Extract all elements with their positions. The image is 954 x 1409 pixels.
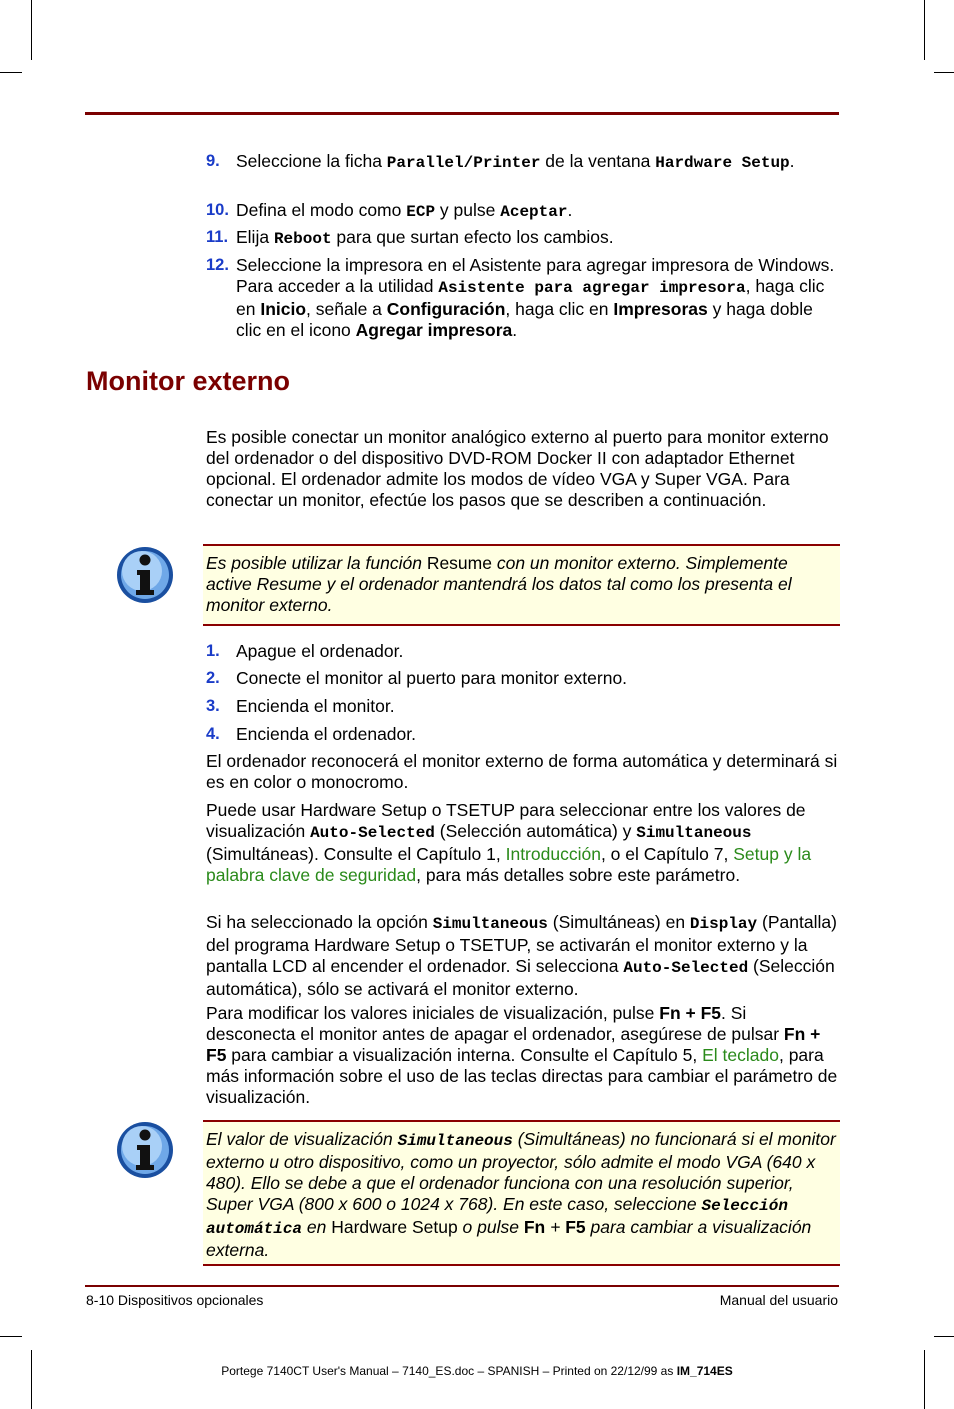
crop-mark	[31, 1350, 32, 1409]
cross-reference-link[interactable]: Introducción	[505, 844, 601, 864]
mono-term: Selección automática	[206, 1197, 788, 1238]
step-number: 12.	[206, 256, 229, 274]
step-number: 1.	[206, 642, 220, 660]
step-4	[206, 724, 838, 745]
footer-right: Manual del usuario	[719, 1292, 838, 1308]
step-2	[206, 668, 838, 689]
paragraph: El ordenador reconocerá el monitor externo de forma automática y determinará si es en color o monocromo.	[206, 751, 838, 792]
section-title: Monitor externo	[86, 366, 291, 396]
upright-term: Hardware Setup	[331, 1217, 458, 1237]
crop-mark	[0, 1336, 22, 1337]
mono-term: Reboot	[273, 230, 332, 248]
step-number: 10.	[206, 201, 229, 219]
step-number: 4.	[206, 725, 220, 743]
crop-mark	[0, 72, 22, 73]
step-text: Encienda el monitor.	[236, 696, 395, 716]
bold-term: Fn + F5	[206, 1024, 821, 1065]
step-text: Conecte el monitor al puerto para monitor externo.	[236, 668, 628, 688]
step-3	[206, 696, 838, 717]
paragraph: Puede usar Hardware Setup o TSETUP para seleccionar entre los valores de visualización Auto-Selected (Selección automática) y Simultaneous (Simultáneas). Consulte el Capítulo 1, Introducción, o el Capítulo 7, Setup y la palabra clave de seguridad, para más detalles sobre este parámetro.	[206, 800, 812, 885]
print-line-id: IM_714ES	[676, 1364, 733, 1378]
crop-mark	[31, 0, 32, 60]
cross-reference-link[interactable]: El teclado	[702, 1045, 779, 1065]
step-number: 9.	[206, 152, 220, 170]
step-text: Elija Reboot para que surtan efecto los cambios.	[236, 227, 614, 248]
crop-mark	[924, 0, 925, 60]
bold-term: F5	[565, 1217, 586, 1237]
info-icon	[116, 546, 174, 604]
crop-mark	[924, 1350, 925, 1409]
step-10	[206, 200, 838, 223]
paragraph: Si ha seleccionado la opción Simultaneous (Simultáneas) en Display (Pantalla) del programa Hardware Setup o TSETUP, se activarán el monitor externo y la pantalla LCD al encender el ordenador. Si selecciona Auto-Selected (Selección automática), sólo se activará el monitor externo.	[206, 912, 837, 999]
mono-term: ECP	[406, 203, 436, 221]
step-9	[206, 151, 838, 174]
step-1	[206, 641, 838, 662]
mono-term: Simultaneous	[432, 915, 548, 933]
mono-term: Asistente para agregar impresora	[438, 279, 746, 297]
footer-left: 8-10 Dispositivos opcionales	[86, 1292, 264, 1308]
bold-term: Impresoras	[613, 299, 708, 319]
step-text: Defina el modo como ECP y pulse Aceptar.	[236, 200, 573, 221]
bold-term: Inicio	[260, 299, 307, 319]
bold-term: Fn	[523, 1217, 546, 1237]
intro-paragraph: Es posible conectar un monitor analógico externo al puerto para monitor externo del ordenador o del dispositivo DVD-ROM Docker II con adaptador Ethernet opcional. El ordenador admite los modos de vídeo VGA y Super VGA. Para conectar un monitor, efectúe los pasos que se describen a continuación.	[206, 427, 829, 510]
step-12	[206, 255, 838, 341]
bold-term: Agregar impresora	[355, 320, 513, 340]
footer-rule	[85, 1285, 839, 1287]
crop-mark	[934, 72, 954, 73]
step-number: 2.	[206, 669, 220, 687]
step-text: Apague el ordenador.	[236, 641, 404, 661]
step-number: 11.	[206, 228, 229, 246]
note-text: El valor de visualización Simultaneous (Simultáneas) no funcionará si el monitor externo u otro dispositivo, como un proyector, sólo admite el modo VGA (640 x 480). Ello se debe a que el ordenador funciona con una resolución superior, Super VGA (800 x 600 o 1024 x 768). En este caso, seleccione Selección automática en Hardware Setup o pulse Fn + F5 para cambiar a visualización externa.	[206, 1129, 836, 1260]
bold-term: Configuración	[386, 299, 506, 319]
info-icon	[116, 1121, 174, 1179]
print-line	[0, 1364, 954, 1378]
step-number: 3.	[206, 697, 220, 715]
note-box	[203, 1120, 840, 1266]
mono-term: Auto-Selected	[623, 959, 749, 977]
mono-term: Simultaneous	[397, 1132, 513, 1150]
step-text: Seleccione la impresora en el Asistente para agregar impresora de Windows. Para acceder a la utilidad Asistente para agregar impresora, haga clic en Inicio, señale a Configuración, haga clic en Impresoras y haga doble clic en el icono Agregar impresora.	[236, 255, 835, 340]
mono-term: Parallel/Printer	[386, 154, 541, 172]
step-11	[206, 227, 838, 250]
header-rule	[85, 112, 839, 115]
print-line-text: Portege 7140CT User's Manual – 7140_ES.doc – SPANISH – Printed on 22/12/99 as	[221, 1364, 677, 1378]
crop-mark	[934, 1336, 954, 1337]
mono-term: Aceptar	[500, 203, 568, 221]
mono-term: Display	[689, 915, 758, 933]
upright-term: Resume	[426, 553, 492, 573]
note-text: Es posible utilizar la función Resume con un monitor externo. Simplemente active Resume y el ordenador mantendrá los datos tal como los presenta el monitor externo.	[206, 553, 792, 615]
mono-term: Auto-Selected	[310, 824, 435, 842]
mono-term: Simultaneous	[636, 824, 752, 842]
step-text: Encienda el ordenador.	[236, 724, 416, 744]
step-text: Seleccione la ficha Parallel/Printer de la ventana Hardware Setup.	[236, 151, 795, 172]
bold-term: Fn + F5	[659, 1003, 722, 1023]
paragraph: Para modificar los valores iniciales de visualización, pulse Fn + F5. Si desconecta el monitor antes de apagar el ordenador, asegúrese de pulsar Fn + F5 para cambiar a visualización interna. Consulte el Capítulo 5, El teclado, para más información sobre el uso de las teclas directas para cambiar el parámetro de visualización.	[206, 1003, 838, 1107]
cross-reference-link[interactable]: Setup y la palabra clave de seguridad	[206, 844, 812, 885]
note-box	[203, 544, 840, 626]
mono-term: Hardware Setup	[655, 154, 790, 172]
